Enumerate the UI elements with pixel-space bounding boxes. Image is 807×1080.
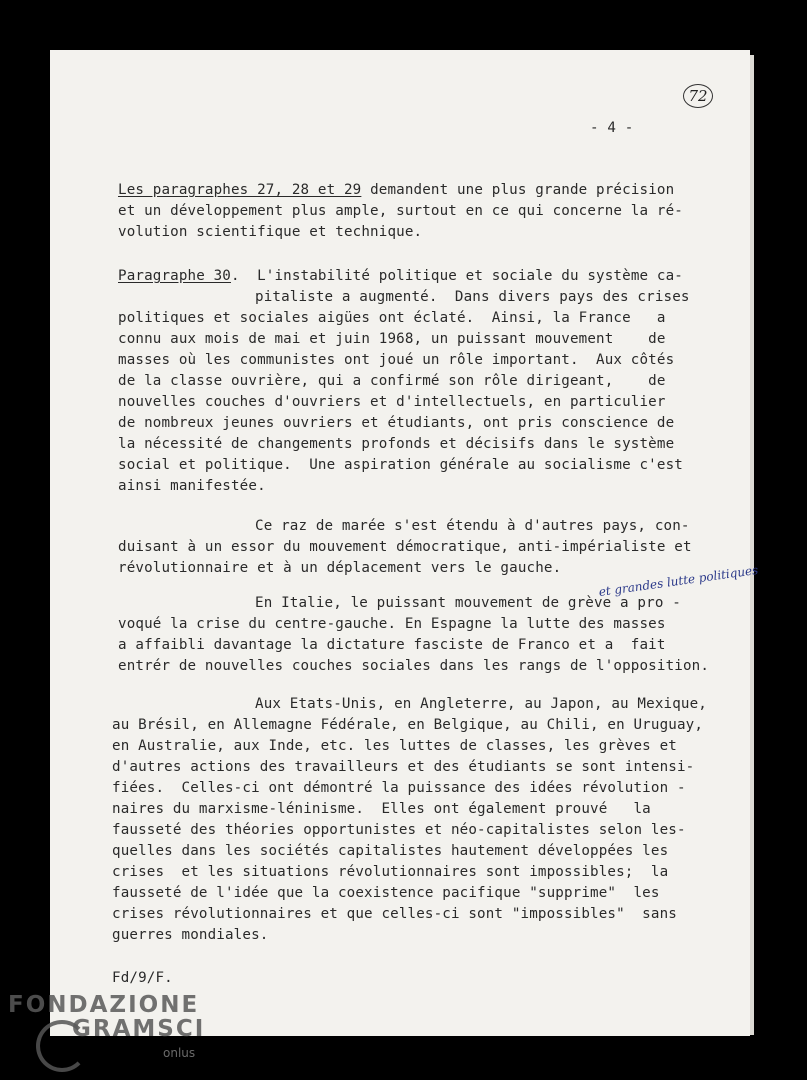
paragraph-30-line: pitaliste a augmenté. Dans divers pays des crises	[255, 289, 690, 305]
paragraph-30-line: de la classe ouvrière, qui a confirmé son rôle dirigeant, de	[118, 373, 666, 389]
reference-code: Fd/9/F.	[112, 970, 173, 986]
watermark-line-1: FONDAZIONE	[8, 992, 200, 1018]
italie-line: entrér de nouvelles couches sociales dans les rangs de l'opposition.	[118, 658, 710, 674]
etats-unis-line: fiées. Celles-ci ont démontré la puissance des idées révolution -	[112, 780, 686, 796]
paragraph-30-line: politiques et sociales aigües ont éclaté. Ainsi, la France a	[118, 310, 666, 326]
italie-line: voqué la crise du centre-gauche. En Espagne la lutte des masses	[118, 616, 666, 632]
paragraph-30-line: social et politique. Une aspiration générale au socialisme c'est	[118, 457, 683, 473]
folio-number: 72	[683, 84, 713, 108]
etats-unis-line: au Brésil, en Allemagne Fédérale, en Belgique, au Chili, en Uruguay,	[112, 717, 704, 733]
paragraph-30-line: connu aux mois de mai et juin 1968, un puissant mouvement de	[118, 331, 666, 347]
etats-unis-line: d'autres actions des travailleurs et des étudiants se sont intensi-	[112, 759, 695, 775]
paragraph-30-line-1: Paragraphe 30. L'instabilité politique et sociale du système ca-	[118, 268, 683, 284]
italie-line: En Italie, le puissant mouvement de grève a pro -	[255, 595, 681, 611]
etats-unis-line: en Australie, aux Inde, etc. les luttes de classes, les grèves et	[112, 738, 677, 754]
paragraph-ref-30: Paragraphe 30	[118, 268, 231, 284]
paragraph-27-29-line-2: et un développement plus ample, surtout en ce qui concerne la ré-	[118, 203, 683, 219]
etats-unis-line: fausseté de l'idée que la coexistence pacifique "supprime" les	[112, 885, 660, 901]
paragraph-30-line: la nécessité de changements profonds et décisifs dans le système	[118, 436, 675, 452]
paragraph-27-29-line-1: Les paragraphes 27, 28 et 29 demandent une plus grande précision	[118, 182, 675, 198]
page-number: - 4 -	[590, 120, 634, 136]
paragraph-ref-27-29: Les paragraphes 27, 28 et 29	[118, 182, 362, 198]
etats-unis-line: fausseté des théories opportunistes et néo-capitalistes selon les-	[112, 822, 686, 838]
etats-unis-line: crises et les situations révolutionnaires sont impossibles; la	[112, 864, 669, 880]
raz-de-maree-line: Ce raz de marée s'est étendu à d'autres pays, con-	[255, 518, 690, 534]
watermark-line-2: GRAMSCI	[72, 1016, 206, 1042]
etats-unis-line: quelles dans les sociétés capitalistes hautement développées les	[112, 843, 669, 859]
raz-de-maree-line: duisant à un essor du mouvement démocratique, anti-impérialiste et	[118, 539, 692, 555]
raz-de-maree-line: révolutionnaire et à un déplacement vers le gauche.	[118, 560, 562, 576]
etats-unis-line: guerres mondiales.	[112, 927, 269, 943]
paragraph-30-line: ainsi manifestée.	[118, 478, 266, 494]
etats-unis-line: crises révolutionnaires et que celles-ci sont "impossibles" sans	[112, 906, 677, 922]
paragraph-30-line: de nombreux jeunes ouvriers et étudiants, ont pris conscience de	[118, 415, 675, 431]
paragraph-30-line: masses où les communistes ont joué un rôle important. Aux côtés	[118, 352, 675, 368]
handwritten-annotation: et grandes lutte politiques	[597, 562, 760, 600]
etats-unis-line: Aux Etats-Unis, en Angleterre, au Japon, au Mexique,	[255, 696, 707, 712]
italie-line: a affaibli davantage la dictature fasciste de Franco et a fait	[118, 637, 666, 653]
paragraph-30-line: nouvelles couches d'ouvriers et d'intellectuels, en particulier	[118, 394, 666, 410]
paragraph-27-29-line-3: volution scientifique et technique.	[118, 224, 423, 240]
etats-unis-line: naires du marxisme-léninisme. Elles ont également prouvé la	[112, 801, 651, 817]
watermark-line-3: onlus	[163, 1046, 196, 1060]
